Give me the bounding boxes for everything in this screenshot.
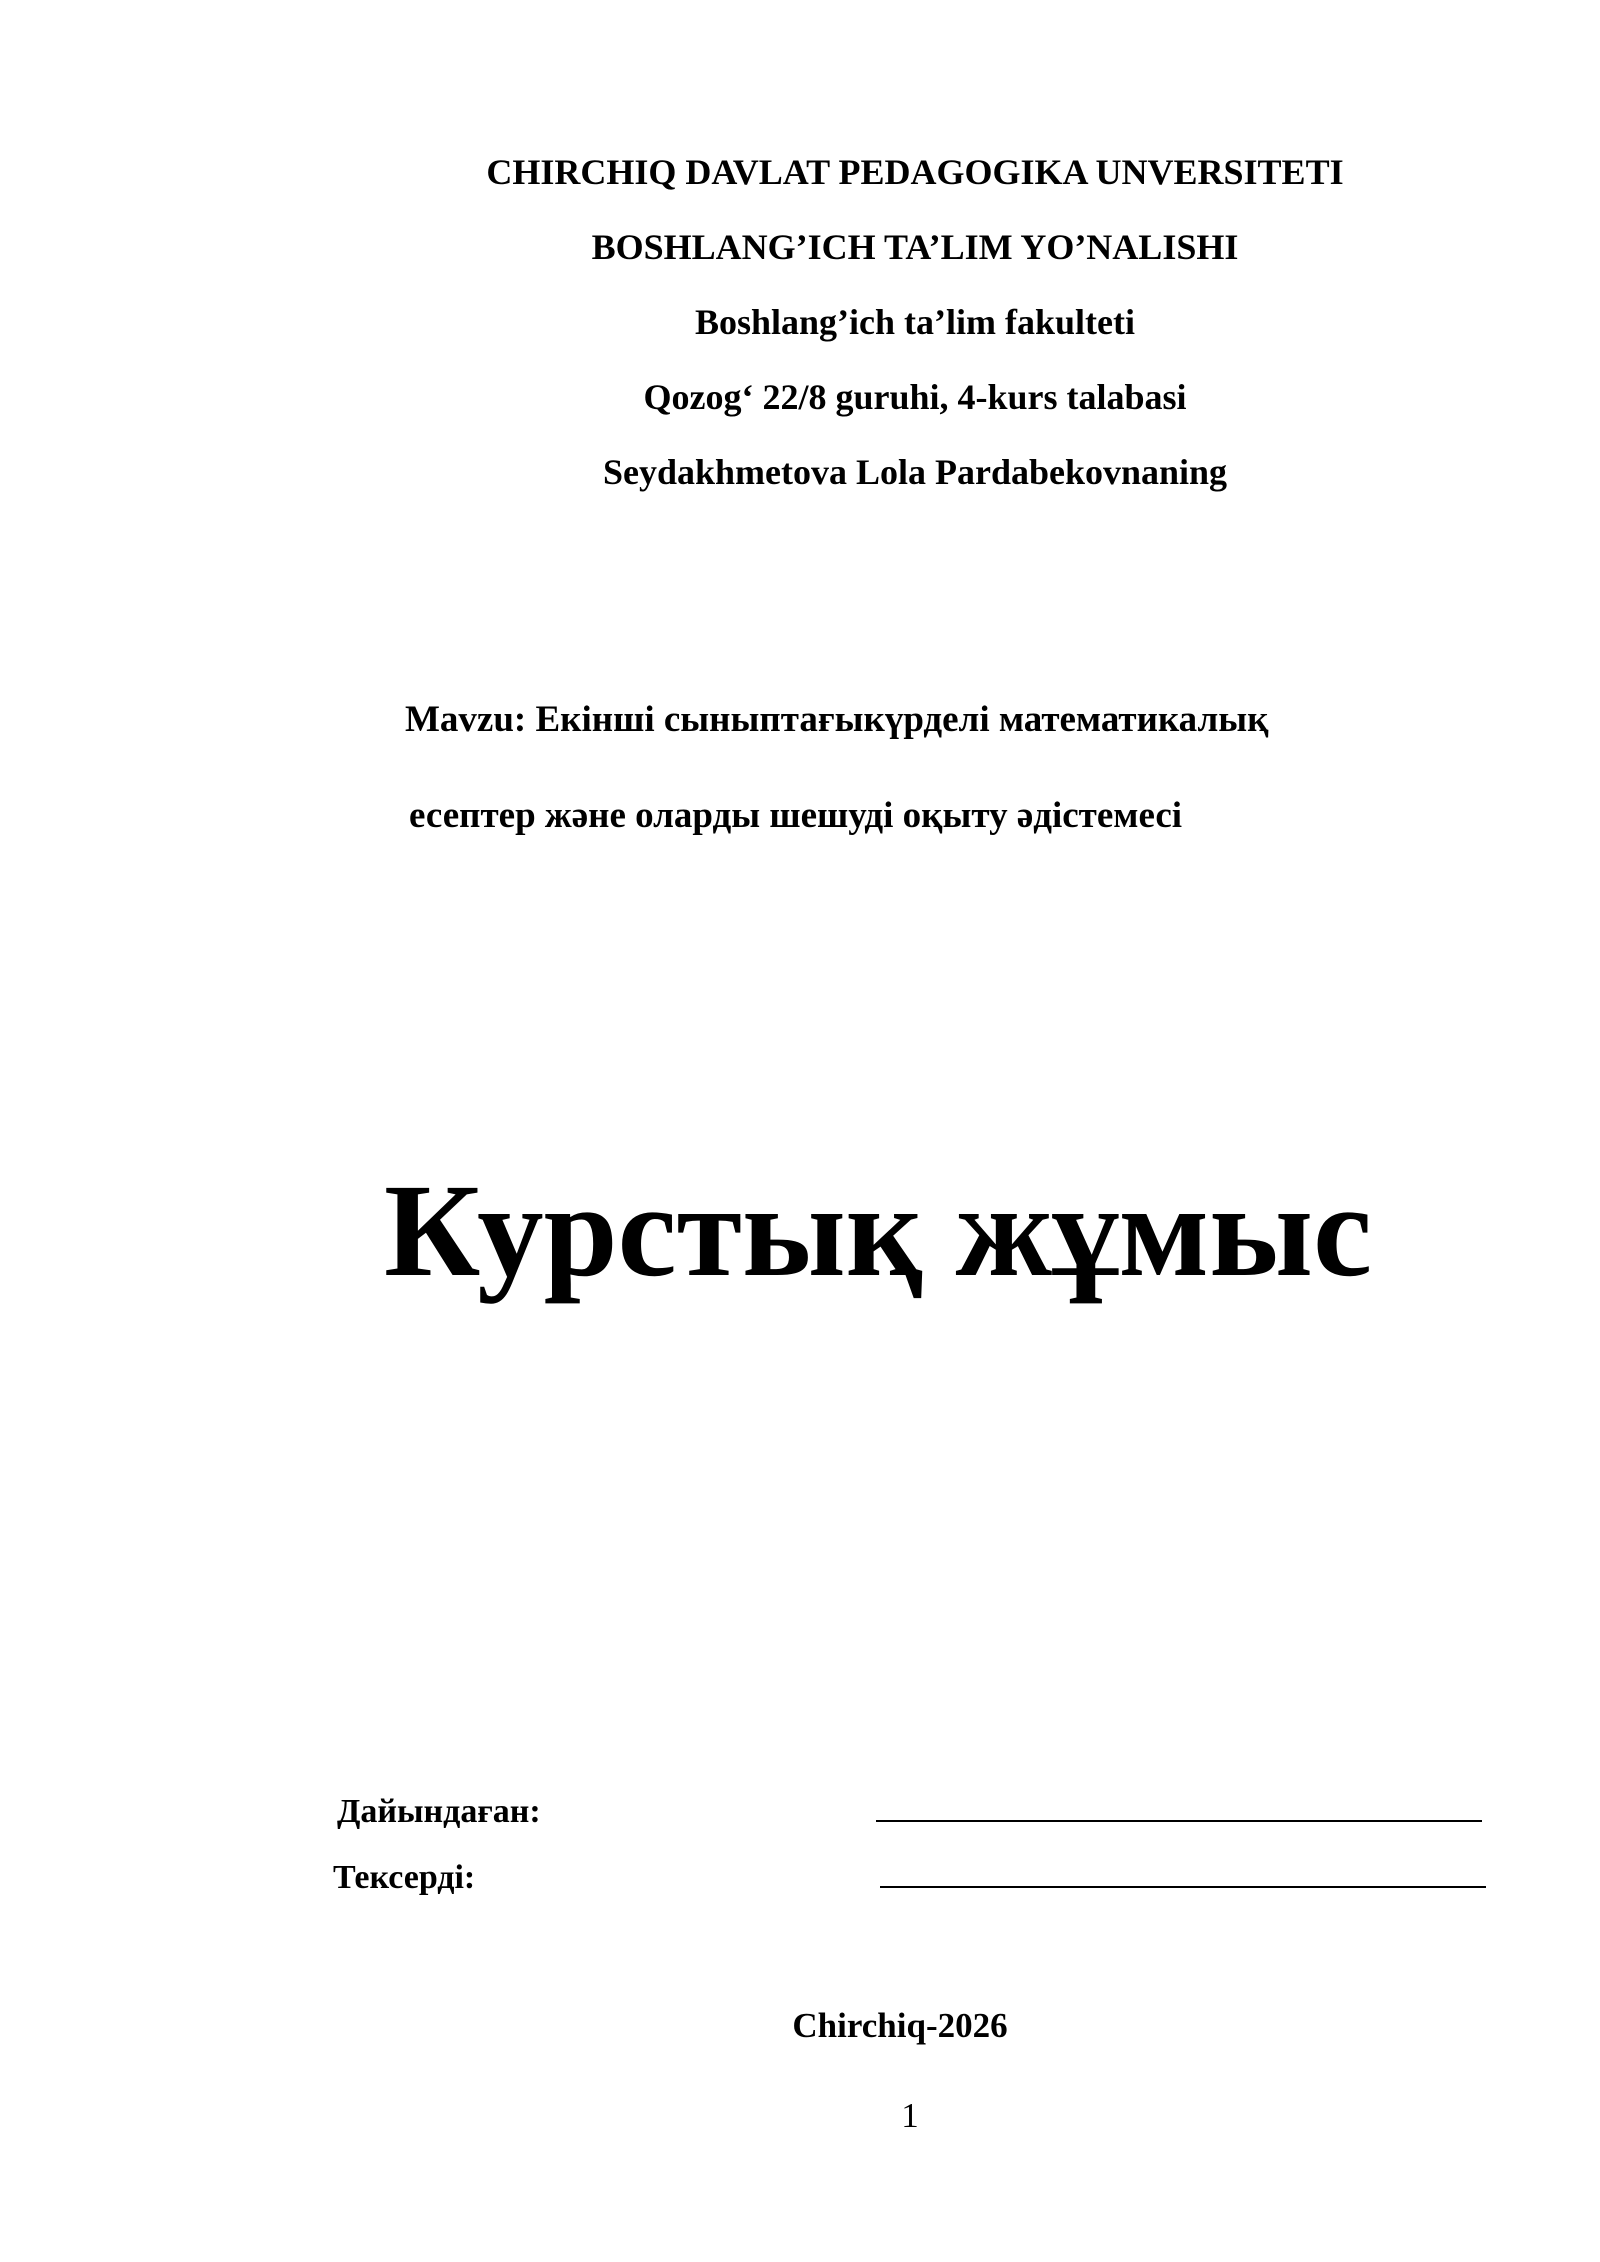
page-number: 1 — [901, 2096, 919, 2135]
student-name: Seydakhmetova Lola Pardabekovnaning — [602, 452, 1228, 492]
topic-block — [405, 672, 1465, 864]
topic-line-2: есептер және оларды шешуді оқыту әдістемесі — [409, 795, 1183, 836]
topic-line-1: Mavzu: Екінші сыныптағыкүрделі математикалық — [405, 699, 1269, 740]
prepared-by-signature-line — [876, 1820, 1482, 1822]
university-header — [380, 152, 1450, 527]
document-title: Курстық жұмыс — [384, 1156, 1373, 1304]
city-year: Chirchiq-2026 — [792, 2006, 1008, 2045]
prepared-by-label: Дайындаған: — [337, 1793, 541, 1830]
university-name: CHIRCHIQ DAVLAT PEDAGOGIKA UNVERSITETI — [486, 152, 1344, 192]
checked-by-label: Тексерді: — [333, 1859, 476, 1896]
faculty-name: Boshlang’ich ta’lim fakulteti — [694, 302, 1135, 342]
checked-by-signature-line — [880, 1886, 1486, 1888]
direction-name: BOSHLANG’ICH TA’LIM YO’NALISHI — [591, 227, 1239, 267]
group-info: Qozog‘ 22/8 guruhi, 4-kurs talabasi — [643, 377, 1187, 417]
